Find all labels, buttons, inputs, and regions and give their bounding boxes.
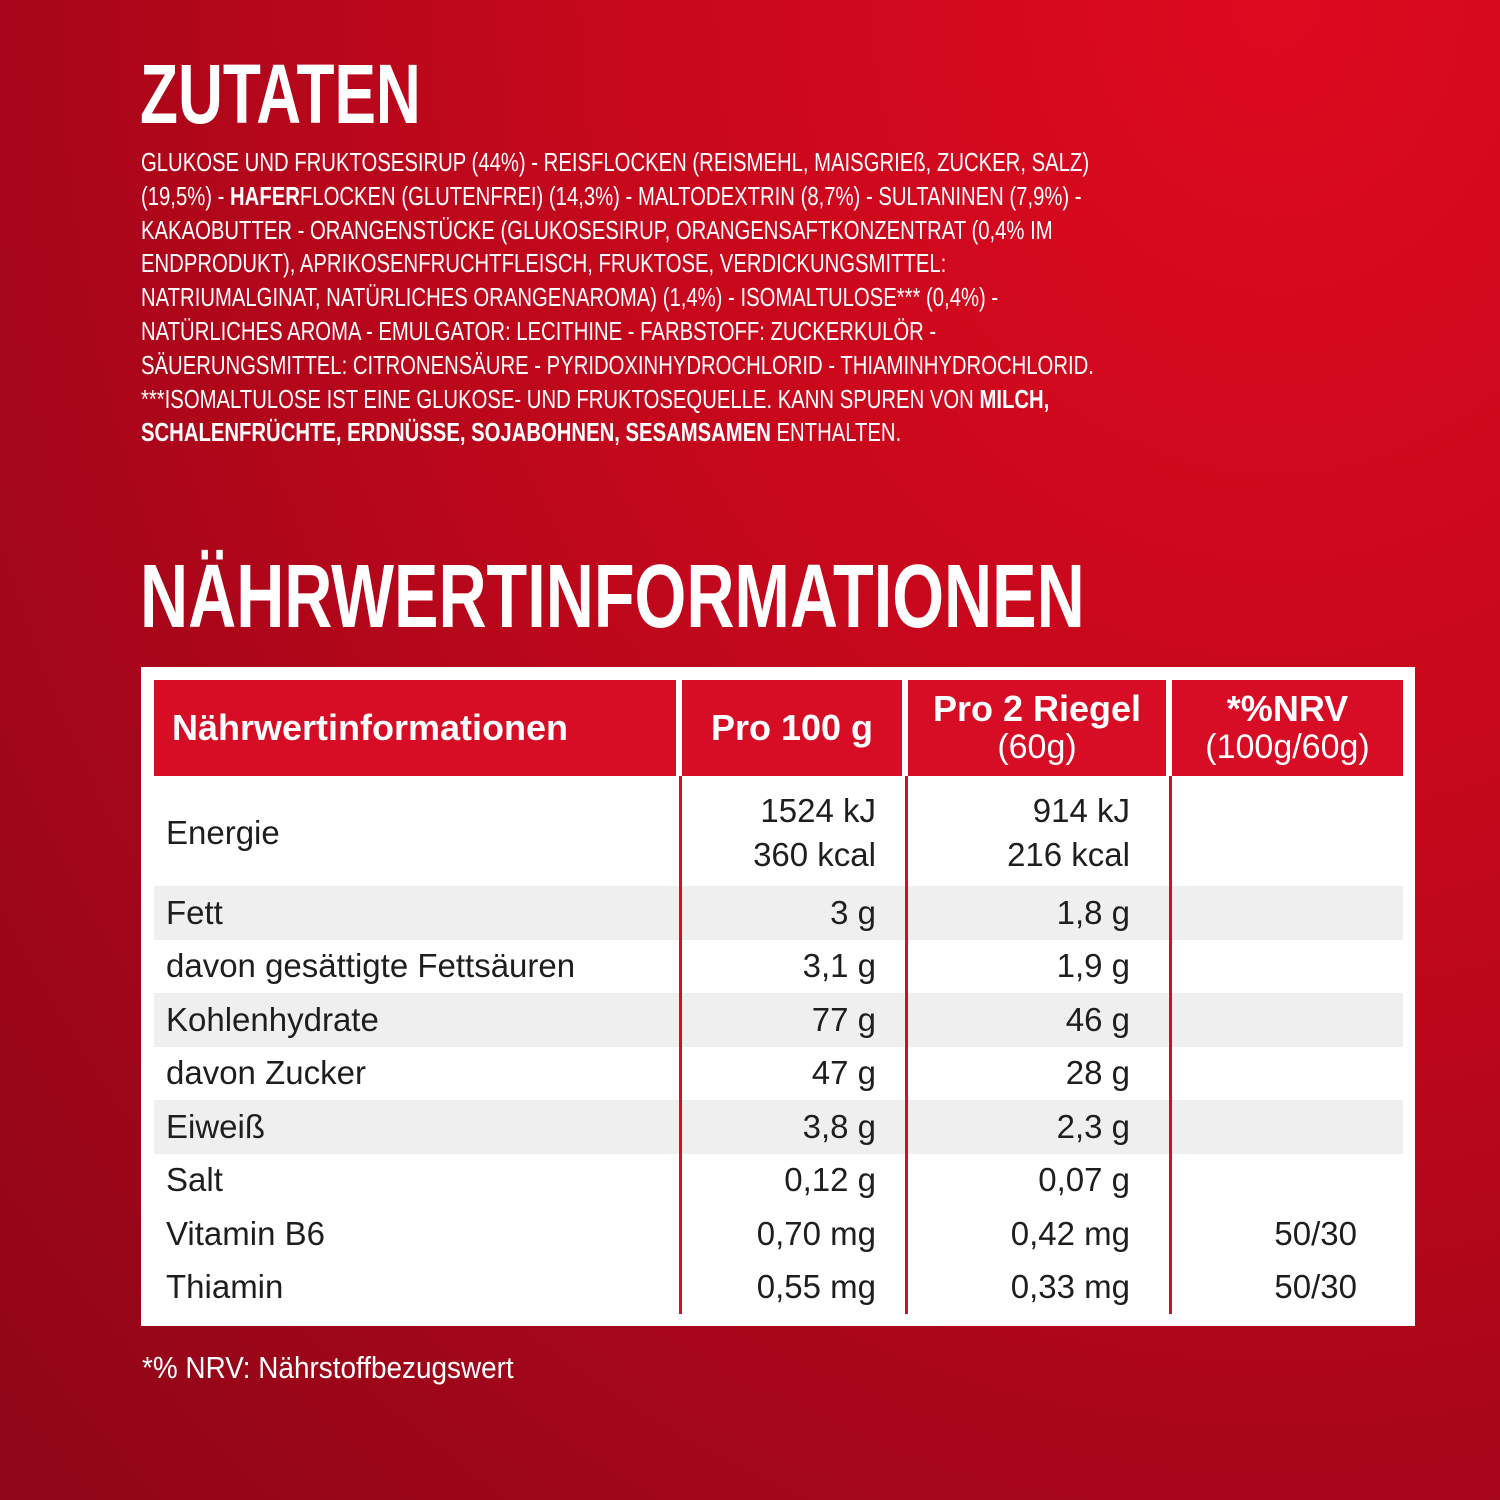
ingredient-allergen: HAFER [230,180,300,211]
header-nrv-label: *%NRV [1226,688,1349,729]
ingredient-text: FLOCKEN (GLUTENFREI) (14,3%) - MALTODEXTRIN (8,7%) - SULTANINEN (7,9%) - [299,180,1082,211]
value-per-2-bars: 0,42 mg [1010,1214,1130,1252]
value-per-100g-kcal: 360 kcal [753,836,876,873]
ingredient-text: ENDPRODUKT), APRIKOSENFRUCHTFLEISCH, FRUKTOSE, VERDICKUNGSMITTEL: [141,248,947,279]
header-nutrient-label: Nährwertinformationen [172,707,569,748]
value-nrv [1172,1100,1357,1154]
ingredient-allergen: SCHALENFRÜCHTE, ERDNÜSSE, SOJABOHNEN, SESAMSAMEN [141,417,771,448]
value-per-2-bars: 2,3 g [1056,1107,1130,1145]
value-per-2-bars [908,780,1130,886]
table-row [154,780,1403,886]
value-nrv [1172,1047,1357,1101]
ingredient-text: NATRIUMALGINAT, NATÜRLICHES ORANGENAROMA) (1,4%) - ISOMALTULOSE*** (0,4%) - [141,282,999,313]
ingredients-line [141,383,1405,417]
ingredients-line [141,349,1405,383]
column-divider [905,776,908,1314]
header-per-2-bars-label: Pro 2 Riegel [932,688,1142,729]
nutrient-name: Fett [166,893,223,931]
naehrwert-heading: NÄHRWERTINFORMATIONEN [140,547,1085,647]
zutaten-heading: ZUTATEN [140,47,421,141]
ingredients-line [141,180,1405,214]
value-per-100g: 3,1 g [802,947,876,985]
nutrition-table [141,667,1415,1326]
table-row [154,886,1403,940]
value-per-100g: 77 g [811,1000,876,1038]
column-divider [679,776,682,1314]
value-per-2-bars: 1,9 g [1056,947,1130,985]
header-nutrient-name [154,680,676,776]
nutrient-name: Eiweiß [166,1107,266,1145]
value-nrv: 50/30 [1274,1268,1357,1306]
ingredient-text: NATÜRLICHES AROMA - EMULGATOR: LECITHINE - FARBSTOFF: ZUCKERKULÖR - [141,315,937,346]
header-nrv-sublabel: (100g/60g) [1205,728,1370,766]
value-nrv [1172,1154,1357,1208]
header-per-100g-label: Pro 100 g [710,707,874,748]
ingredients-line [141,416,1405,450]
header-nrv [1172,680,1403,776]
value-per-2-bars-kcal: 216 kcal [1007,836,1130,873]
nutrient-name: Thiamin [166,1268,284,1306]
ingredient-text: KAKAOBUTTER - ORANGENSTÜCKE (GLUKOSESIRUP, ORANGENSAFTKONZENTRAT (0,4% IM [141,214,1053,245]
table-row [154,940,1403,994]
value-per-2-bars: 1,8 g [1056,893,1130,931]
ingredients-text [141,146,1405,450]
nrv-footnote: *% NRV: Nährstoffbezugswert [142,1350,514,1385]
value-per-2-bars: 0,07 g [1038,1161,1130,1199]
nutrient-name: davon gesättigte Fettsäuren [166,947,576,985]
nutrient-name: Vitamin B6 [166,1214,325,1252]
ingredients-line [141,146,1405,180]
value-per-100g-kj: 1524 kJ [760,792,876,829]
ingredient-text: ***ISOMALTULOSE IST EINE GLUKOSE- UND FRUKTOSEQUELLE. KANN SPUREN VON [141,383,980,414]
value-per-100g: 0,12 g [784,1161,876,1199]
nutrient-name: Energie [166,814,280,851]
value-per-100g [682,780,876,886]
nutrient-name: Kohlenhydrate [166,1000,379,1038]
nutrient-name: Salt [166,1161,223,1199]
ingredient-allergen: MILCH, [979,383,1050,414]
table-row [154,1047,1403,1101]
ingredients-line [141,247,1405,281]
header-per-100g [682,680,902,776]
table-row [154,1261,1403,1315]
ingredients-line [141,281,1405,315]
value-nrv [1172,780,1357,886]
nutrient-name: davon Zucker [166,1054,366,1092]
header-per-2-bars-sublabel: (60g) [997,728,1077,766]
value-per-100g: 3,8 g [802,1107,876,1145]
value-per-100g: 47 g [811,1054,876,1092]
table-row [154,1207,1403,1261]
ingredients-line [141,214,1405,248]
header-per-2-bars [908,680,1166,776]
value-per-2-bars: 28 g [1065,1054,1130,1092]
value-nrv [1172,940,1357,994]
value-nrv [1172,886,1357,940]
ingredient-text: SÄUERUNGSMITTEL: CITRONENSÄURE - PYRIDOXINHYDROCHLORID - THIAMINHYDROCHLORID. [141,349,1094,380]
value-per-100g: 0,55 mg [756,1268,876,1306]
table-row [154,1154,1403,1208]
ingredient-text: GLUKOSE UND FRUKTOSESIRUP (44%) - REISFLOCKEN (REISMEHL, MAISGRIEß, ZUCKER, SALZ) [141,147,1090,177]
value-per-2-bars: 0,33 mg [1010,1268,1130,1306]
ingredients-line [141,315,1405,349]
ingredient-text: (19,5%) - [141,180,231,211]
value-per-2-bars: 46 g [1065,1000,1130,1038]
value-per-100g: 3 g [830,893,876,931]
ingredient-text: ENTHALTEN. [770,417,902,448]
column-divider [1169,776,1172,1314]
value-nrv: 50/30 [1274,1214,1357,1252]
value-per-2-bars-kj: 914 kJ [1032,792,1130,829]
table-row [154,993,1403,1047]
value-nrv [1172,993,1357,1047]
value-per-100g: 0,70 mg [756,1214,876,1252]
table-row [154,1100,1403,1154]
